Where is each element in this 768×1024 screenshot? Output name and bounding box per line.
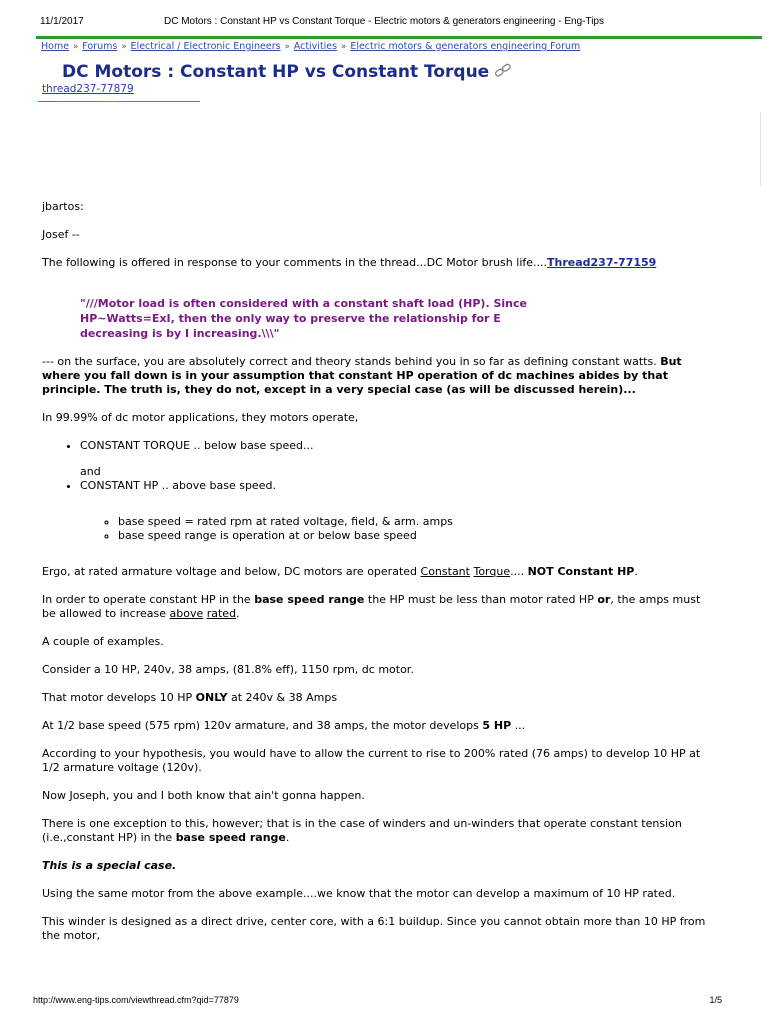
post-salutation: Josef --: [42, 228, 80, 241]
header-accent-bar: [36, 36, 762, 39]
breadcrumb-activities[interactable]: Activities: [293, 41, 338, 52]
post-greeting: jbartos:: [42, 200, 84, 213]
print-header: [40, 16, 728, 30]
or-bold: or: [597, 593, 611, 606]
post-body: [42, 200, 714, 957]
link-icon[interactable]: [493, 62, 513, 82]
same-motor-paragraph: Using the same motor from the above example....we know that the motor can develop a maximum of 10 HP rated.: [42, 887, 676, 900]
order-text-3: , the amps must be allowed to increase: [42, 593, 701, 620]
breadcrumb-home[interactable]: Home: [41, 41, 70, 52]
ergo-text: Ergo, at rated armature voltage and below, DC motors are operated: [42, 565, 421, 578]
exception-paragraph: [42, 817, 714, 845]
print-footer: [33, 995, 722, 1009]
half-text-2: ...: [511, 719, 526, 732]
breadcrumb-forum[interactable]: Electric motors & generators engineering Forum: [350, 41, 581, 52]
not-constant-hp: NOT Constant HP: [527, 565, 635, 578]
develops-text-2: at 240v & 38 Amps: [227, 691, 338, 704]
breadcrumb-separator: »: [284, 42, 290, 52]
page-number: 1/5: [709, 995, 722, 1005]
print-date: 11/1/2017: [40, 16, 84, 27]
half-speed-paragraph: [42, 719, 714, 733]
order-end: .: [236, 607, 240, 620]
only-bold: ONLY: [195, 691, 228, 704]
exception-text: There is one exception to this, however; that is in the case of winders and un-winders that operate constant tension (i.e.,constant HP) in the: [42, 817, 682, 844]
surface-bold-text: But where you fall down is in your assumption that constant HP operation of dc machines abides by that principle. The truth is, they do not, except in a very special case (as will be discussed herein)...: [42, 355, 682, 396]
list-item: ◦ base speed = rated rpm at rated voltage, field, & arm. amps: [118, 515, 714, 529]
consider-paragraph: Consider a 10 HP, 240v, 38 amps, (81.8% eff), 1150 rpm, dc motor.: [42, 663, 414, 676]
torque-underlined: Torque: [473, 565, 511, 578]
list-item: • CONSTANT HP .. above base speed.: [80, 479, 714, 493]
thread-title: DC Motors : Constant HP vs Constant Torque: [62, 62, 490, 82]
thread-reference-link[interactable]: Thread237-77159: [547, 256, 657, 269]
footer-url: http://www.eng-tips.com/viewthread.cfm?qid=77879: [33, 995, 239, 1005]
base-speed-range-bold: base speed range: [254, 593, 365, 606]
develops-text: That motor develops 10 HP: [42, 691, 196, 704]
half-text: At 1/2 base speed (575 rpm) 120v armature, and 38 amps, the motor develops: [42, 719, 483, 732]
five-hp-bold: 5 HP: [482, 719, 512, 732]
surface-text: --- on the surface, you are absolutely correct and theory stands behind you in so far as defining constant watts.: [42, 355, 661, 368]
operation-mode-list-2: [42, 479, 714, 493]
breadcrumb-separator: »: [121, 42, 127, 52]
list-item: ◦ base speed range is operation at or below base speed: [118, 529, 714, 543]
right-edge-divider: [760, 112, 761, 186]
definition-list: [42, 515, 714, 543]
order-text-2: the HP must be less than motor rated HP: [364, 593, 598, 606]
rated-underlined: rated: [206, 607, 237, 620]
quoted-text: "///Motor load is often considered with a constant shaft load (HP). Since HP~Watts=ExI, then the only way to preserve the relationship for E decreasing is by I increasing.\\\": [80, 297, 527, 340]
hypothesis-paragraph: According to your hypothesis, you would have to allow the current to rise to 200% rated (76 amps) to develop 10 HP at 1/2 armature voltage (120v).: [42, 747, 701, 774]
constant-underlined: Constant: [420, 565, 470, 578]
special-case-paragraph: [42, 859, 714, 873]
above-underlined: above: [169, 607, 204, 620]
joseph-paragraph: Now Joseph, you and I both know that ain't gonna happen.: [42, 789, 365, 802]
examples-paragraph: A couple of examples.: [42, 635, 164, 648]
breadcrumb-separator: »: [73, 42, 79, 52]
breadcrumb-separator: »: [341, 42, 347, 52]
applications-paragraph: In 99.99% of dc motor applications, they motors operate,: [42, 411, 359, 424]
breadcrumb-electrical-engineers[interactable]: Electrical / Electronic Engineers: [130, 41, 281, 52]
thread-title-heading: [62, 62, 513, 82]
ergo-end: .: [634, 565, 638, 578]
breadcrumb-forums[interactable]: Forums: [82, 41, 118, 52]
exception-end: .: [285, 831, 290, 844]
print-page-title: DC Motors : Constant HP vs Constant Torque - Electric motors & generators engineering - Eng-Tips: [163, 16, 604, 27]
operation-mode-list: [42, 439, 714, 453]
list-item: • CONSTANT TORQUE .. below base speed...: [80, 439, 714, 453]
intro-text: The following is offered in response to your comments in the thread...DC Motor brush life....: [42, 256, 547, 269]
order-text: In order to operate constant HP in the: [42, 593, 255, 606]
ergo-dots: ....: [510, 565, 528, 578]
develops-paragraph: [42, 691, 714, 705]
ergo-paragraph: [42, 565, 714, 579]
special-case-text: This is a special case.: [42, 859, 177, 872]
base-speed-range-bold-2: base speed range: [175, 831, 286, 844]
surface-paragraph: [42, 355, 714, 397]
title-underline-divider: [38, 101, 200, 102]
winder-paragraph: This winder is designed as a direct drive, center core, with a 6:1 buildup. Since you cannot obtain more than 10 HP from the motor,: [42, 915, 706, 942]
breadcrumb: [41, 41, 580, 52]
thread-id-link[interactable]: thread237-77879: [42, 83, 134, 95]
order-paragraph: [42, 593, 714, 621]
and-text: and: [80, 465, 101, 478]
post-intro: [42, 256, 714, 270]
